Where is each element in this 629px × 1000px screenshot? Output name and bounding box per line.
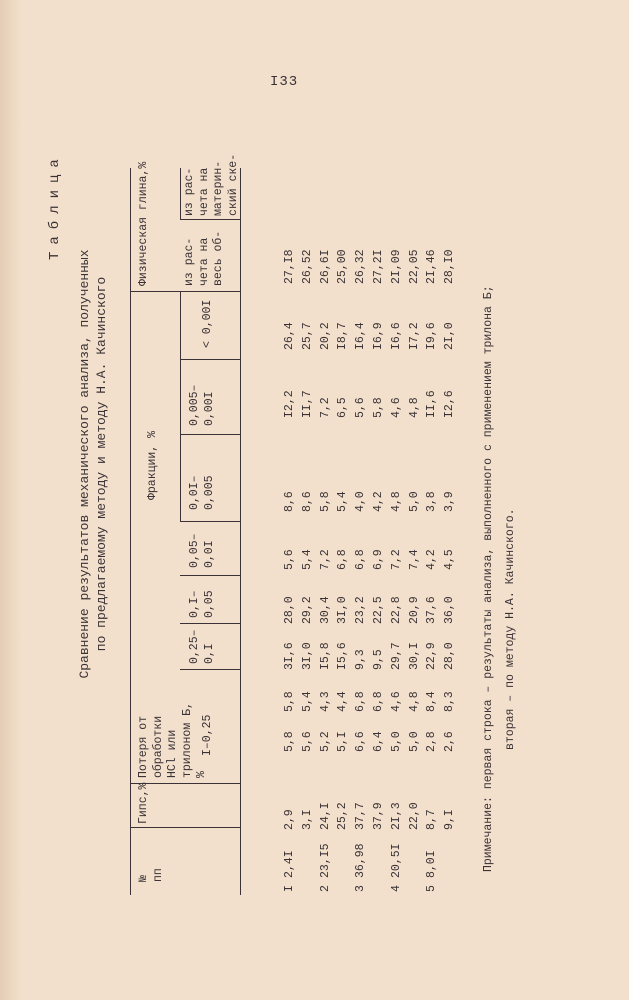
cell-frac-lt-0001: 6,5	[336, 397, 350, 418]
cell-frac-1-025: 2,8	[425, 731, 439, 752]
cell-frac-01-005: 9,3	[354, 649, 368, 670]
cell-frac-0005-0001: 5,4	[336, 491, 350, 512]
cell-gypsum: 23,I5	[318, 843, 332, 878]
cell-frac-lt-0001: I2,2	[283, 390, 296, 418]
cell-frac-005-001: 20,9	[407, 596, 421, 624]
cell-loss: 3,I	[300, 809, 314, 830]
cell-frac-1-025: 5,0	[389, 731, 403, 752]
cell-frac-lt-0001: 4,8	[407, 397, 421, 418]
cell-frac-001-0005: 6,8	[336, 549, 350, 570]
cell-loss: 22,0	[407, 802, 421, 830]
cell-clay-skeleton: 26,32	[354, 249, 368, 284]
cell-frac-01-005: 3I,0	[300, 642, 314, 670]
cell-frac-001-0005: 7,2	[389, 549, 403, 570]
note-line-1: Примечание: первая строка – результаты анализа, выполненного с применением трилона Б;	[482, 285, 495, 872]
cell-frac-001-0005: 7,2	[318, 549, 332, 570]
cell-clay-skeleton: 2I,46	[425, 249, 439, 284]
cell-frac-025-01: 4,6	[389, 691, 403, 712]
cell-clay-sample: I7,2	[407, 322, 421, 350]
cell-frac-01-005: 22,9	[425, 642, 439, 670]
cell-clay-sample: 2I,0	[443, 322, 457, 350]
cell-frac-001-0005: 4,5	[443, 549, 457, 570]
cell-row-number: 5	[425, 885, 439, 892]
cell-loss: 24,I	[318, 802, 332, 830]
note-line-2: вторая – по методу Н.А. Качинского.	[504, 508, 517, 750]
cell-frac-0005-0001: 3,9	[443, 491, 457, 512]
cell-frac-005-001: 30,4	[318, 596, 332, 624]
cell-frac-025-01: 4,4	[336, 691, 350, 712]
cell-gypsum: 36,98	[354, 843, 368, 878]
cell-frac-025-01: 6,8	[354, 691, 368, 712]
cell-gypsum: 20,5I	[389, 843, 403, 878]
cell-frac-01-005: 3I,6	[283, 642, 296, 670]
cell-frac-0005-0001: 3,8	[425, 491, 439, 512]
cell-row-number: I	[283, 885, 296, 892]
cell-frac-lt-0001: II,7	[300, 390, 314, 418]
cell-frac-025-01: 4,8	[407, 691, 421, 712]
cell-clay-sample: I6,9	[372, 322, 385, 350]
header-physical-clay: Физическая глина,%	[137, 161, 150, 286]
cell-frac-005-001: 23,2	[354, 596, 368, 624]
cell-frac-1-025: 5,0	[407, 731, 421, 752]
cell-clay-sample: I6,4	[354, 322, 368, 350]
cell-clay-skeleton: 26,6I	[318, 249, 332, 284]
cell-frac-005-001: 37,6	[425, 596, 439, 624]
cell-frac-lt-0001: 5,6	[354, 397, 368, 418]
cell-frac-01-005: 9,5	[372, 649, 385, 670]
cell-gypsum: 2,4I	[283, 850, 296, 878]
cell-frac-01-005: 30,I	[407, 642, 421, 670]
cell-frac-1-025: 5,6	[300, 731, 314, 752]
cell-frac-005-001: 36,0	[443, 596, 457, 624]
cell-frac-005-001: 3I,0	[336, 596, 350, 624]
cell-frac-025-01: 8,3	[443, 691, 457, 712]
cell-frac-lt-0001: 4,6	[389, 397, 403, 418]
header-frac-1: I–0,25	[201, 714, 214, 756]
cell-clay-sample: 26,4	[283, 322, 296, 350]
cell-clay-skeleton: 27,2I	[372, 249, 385, 284]
cell-frac-025-01: 8,4	[425, 691, 439, 712]
cell-frac-0005-0001: 5,8	[318, 491, 332, 512]
cell-frac-001-0005: 7,4	[407, 549, 421, 570]
cell-clay-sample: 20,2	[318, 322, 332, 350]
cell-row-number: 4	[389, 885, 403, 892]
cell-clay-skeleton: 27,I8	[283, 249, 296, 284]
cell-frac-0005-0001: 4,8	[389, 491, 403, 512]
cell-row-number: 2	[318, 885, 332, 892]
title-line-2: по предлагаемому методу и методу Н.А. Качинского	[94, 276, 109, 652]
header-frac-5: 0,0I– 0,005	[188, 475, 216, 510]
header-gypsum: Гипс,%	[137, 782, 150, 824]
cell-clay-sample: I9,6	[425, 322, 439, 350]
cell-loss: 37,7	[354, 802, 368, 830]
cell-loss: 25,2	[336, 802, 350, 830]
cell-clay-sample: I8,7	[336, 322, 350, 350]
cell-frac-005-001: 28,0	[283, 596, 296, 624]
header-frac-2: 0,25– 0,I	[188, 629, 216, 664]
cell-frac-001-0005: 5,4	[300, 549, 314, 570]
cell-clay-sample: 25,7	[300, 322, 314, 350]
cell-clay-skeleton: 26,52	[300, 249, 314, 284]
cell-loss: 2,9	[283, 809, 296, 830]
cell-clay-skeleton: 25,00	[336, 249, 350, 284]
cell-frac-025-01: 4,3	[318, 691, 332, 712]
cell-frac-lt-0001: 7,2	[318, 397, 332, 418]
cell-frac-025-01: 6,8	[372, 691, 385, 712]
cell-loss: 8,7	[425, 809, 439, 830]
cell-frac-0005-0001: 4,2	[372, 491, 385, 512]
header-number: № пп	[137, 868, 165, 882]
header-frac-7: < 0,00I	[201, 299, 214, 348]
cell-frac-001-0005: 6,8	[354, 549, 368, 570]
cell-frac-1-025: 5,2	[318, 731, 332, 752]
cell-frac-025-01: 5,8	[283, 691, 296, 712]
header-loss: Потеря от обработки HCl или трилоном Б, %	[137, 702, 208, 778]
cell-clay-skeleton: 22,05	[407, 249, 421, 284]
cell-gypsum: 8,0I	[425, 850, 439, 878]
cell-loss: 9,I	[443, 809, 457, 830]
header-frac-4: 0,05– 0,0I	[188, 533, 216, 568]
header-clay-sample: из рас- чета на весь об-	[183, 230, 225, 286]
cell-frac-01-005: I5,8	[318, 642, 332, 670]
cell-frac-005-001: 22,5	[372, 596, 385, 624]
cell-loss: 37,9	[372, 802, 385, 830]
table-note	[478, 285, 522, 872]
cell-frac-0005-0001: 4,0	[354, 491, 368, 512]
cell-frac-1-025: 6,4	[372, 731, 385, 752]
cell-frac-lt-0001: I2,6	[443, 390, 457, 418]
cell-frac-001-0005: 5,6	[283, 549, 296, 570]
cell-frac-01-005: 28,0	[443, 642, 457, 670]
cell-frac-0005-0001: 8,6	[300, 491, 314, 512]
cell-frac-005-001: 29,2	[300, 596, 314, 624]
cell-frac-005-001: 22,8	[389, 596, 403, 624]
cell-frac-01-005: 29,7	[389, 642, 403, 670]
cell-loss: 2I,3	[389, 802, 403, 830]
cell-frac-1-025: 6,6	[354, 731, 368, 752]
header-clay-skeleton: из рас- чета на материн- ский ске-	[183, 153, 240, 216]
cell-clay-sample: I6,6	[389, 322, 403, 350]
cell-clay-skeleton: 2I,09	[389, 249, 403, 284]
title-line-1: Сравнение результатов механического анализа, полученных	[77, 249, 92, 679]
table-label: Таблица	[47, 152, 63, 260]
cell-frac-0005-0001: 8,6	[283, 491, 296, 512]
cell-frac-01-005: I5,6	[336, 642, 350, 670]
cell-frac-1-025: 2,6	[443, 731, 457, 752]
header-frac-6: 0,005– 0,00I	[188, 384, 216, 426]
header-fractions: Фракции, %	[146, 430, 159, 500]
cell-frac-1-025: 5,8	[283, 731, 296, 752]
page-number: I33	[270, 74, 299, 90]
cell-frac-001-0005: 4,2	[425, 549, 439, 570]
cell-frac-0005-0001: 5,0	[407, 491, 421, 512]
cell-frac-025-01: 5,4	[300, 691, 314, 712]
cell-frac-1-025: 5,I	[336, 731, 350, 752]
cell-frac-lt-0001: 5,8	[372, 397, 385, 418]
cell-frac-lt-0001: II,6	[425, 390, 439, 418]
cell-row-number: 3	[354, 885, 368, 892]
header-frac-3: 0,I– 0,05	[188, 590, 216, 618]
cell-frac-001-0005: 6,9	[372, 549, 385, 570]
cell-clay-skeleton: 28,I0	[443, 249, 457, 284]
